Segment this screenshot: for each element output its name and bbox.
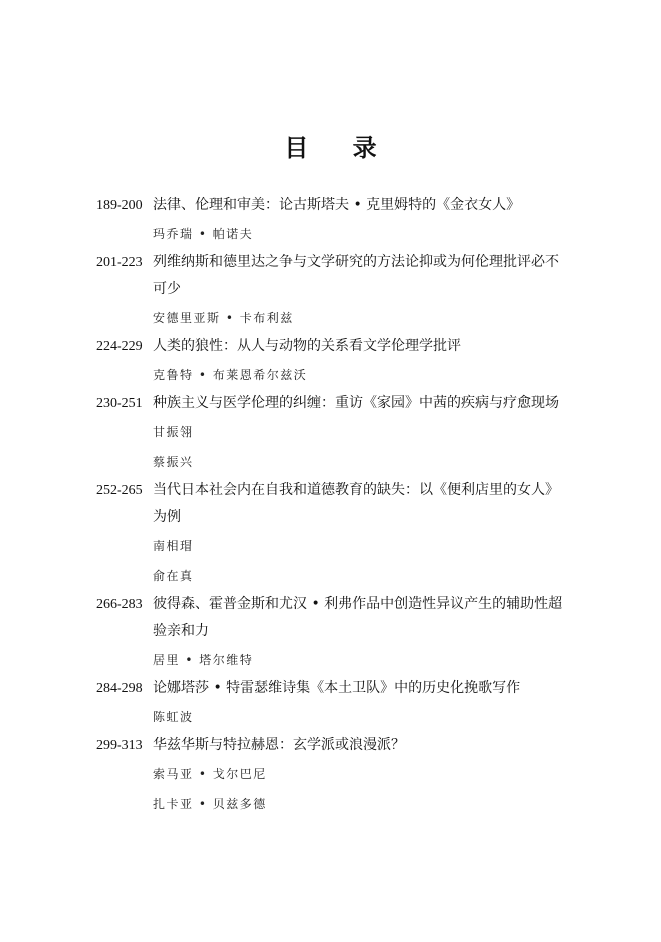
toc-entry (96, 390, 576, 477)
page-range: 284-298 (96, 681, 143, 696)
article-title: 人类的狼性：从人与动物的关系看文学伦理学批评 (153, 338, 461, 354)
article-title: 彼得森、霍普金斯和尤汉 • 利弗作品中创造性异议产生的辅助性超验亲和力 (153, 596, 563, 639)
author-name: 玛乔瑞 • 帕诺夫 (153, 227, 254, 241)
article-title: 论娜塔莎 • 特雷瑟维诗集《本土卫队》中的历史化挽歌写作 (153, 680, 521, 696)
toc-entry (96, 591, 576, 675)
page-range: 230-251 (96, 396, 143, 411)
page-title: 目 录 (284, 134, 395, 162)
toc-entry (96, 333, 576, 390)
toc-entry (96, 192, 576, 249)
page-range: 189-200 (96, 198, 143, 213)
toc-entry (96, 675, 576, 732)
article-title: 种族主义与医学伦理的纠缠：重访《家园》中茜的疾病与疗愈现场 (153, 395, 559, 411)
page-range: 252-265 (96, 483, 143, 498)
toc-entry (96, 732, 576, 819)
author-name: 甘振翎 (153, 425, 194, 439)
table-of-contents (96, 192, 576, 819)
author-name: 陈虹波 (153, 710, 194, 724)
page-range: 224-229 (96, 339, 143, 354)
author-name: 克鲁特 • 布莱恩希尔兹沃 (153, 368, 308, 382)
toc-entry (96, 249, 576, 333)
article-title: 华兹华斯与特拉赫恩：玄学派或浪漫派？ (153, 737, 405, 753)
author-name: 南相瑁 (153, 539, 194, 553)
toc-entry (96, 477, 576, 591)
author-name: 扎卡亚 • 贝兹多德 (153, 797, 267, 811)
page-range: 266-283 (96, 597, 143, 612)
author-name: 蔡振兴 (153, 455, 194, 469)
article-title: 列维纳斯和德里达之争与文学研究的方法论抑或为何伦理批评必不可少 (153, 254, 559, 297)
author-name: 俞在真 (153, 569, 194, 583)
article-title: 法律、伦理和审美：论古斯塔夫 • 克里姆特的《金衣女人》 (153, 197, 521, 213)
article-title: 当代日本社会内在自我和道德教育的缺失：以《便利店里的女人》为例 (153, 482, 559, 525)
author-name: 安德里亚斯 • 卡布利兹 (153, 311, 294, 325)
page-range: 201-223 (96, 255, 143, 270)
author-name: 居里 • 塔尔维特 (153, 653, 254, 667)
author-name: 索马亚 • 戈尔巴尼 (153, 767, 267, 781)
page-range: 299-313 (96, 738, 143, 753)
